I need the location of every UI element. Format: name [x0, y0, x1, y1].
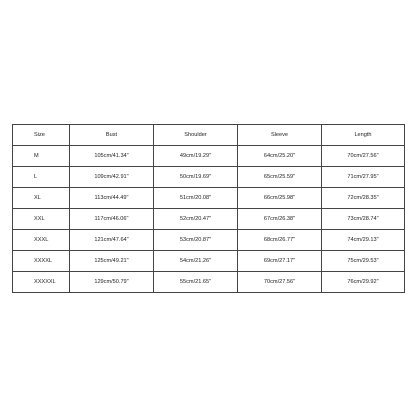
- header-size: Size: [13, 125, 70, 146]
- table-row: [13, 146, 405, 167]
- length-cell: 71cm/27.95": [322, 167, 405, 188]
- sleeve-cell: 66cm/25.98": [238, 188, 322, 209]
- shoulder-cell: 52cm/20.47": [154, 209, 238, 230]
- shoulder-cell: 50cm/19.69": [154, 167, 238, 188]
- size-chart-table: [12, 124, 405, 293]
- table-row: [13, 272, 405, 293]
- bust-cell: 109cm/42.91": [70, 167, 154, 188]
- shoulder-cell: 49cm/19.29": [154, 146, 238, 167]
- size-cell: XXXXL: [13, 251, 70, 272]
- sleeve-cell: 70cm/27.56": [238, 272, 322, 293]
- header-shoulder: Shoulder: [154, 125, 238, 146]
- length-cell: 72cm/28.35": [322, 188, 405, 209]
- header-bust: Bust: [70, 125, 154, 146]
- sleeve-cell: 68cm/26.77": [238, 230, 322, 251]
- sleeve-cell: 65cm/25.59": [238, 167, 322, 188]
- sleeve-cell: 67cm/26.38": [238, 209, 322, 230]
- shoulder-cell: 55cm/21.65": [154, 272, 238, 293]
- shoulder-cell: 53cm/20.87": [154, 230, 238, 251]
- bust-cell: 117cm/46.06": [70, 209, 154, 230]
- bust-cell: 105cm/41.34": [70, 146, 154, 167]
- size-cell: M: [13, 146, 70, 167]
- length-cell: 75cm/29.53": [322, 251, 405, 272]
- sleeve-cell: 69cm/27.17": [238, 251, 322, 272]
- table-row: [13, 209, 405, 230]
- table-row: [13, 188, 405, 209]
- table-row: [13, 251, 405, 272]
- length-cell: 73cm/28.74": [322, 209, 405, 230]
- shoulder-cell: 54cm/21.26": [154, 251, 238, 272]
- length-cell: 74cm/29.13": [322, 230, 405, 251]
- size-cell: XXXL: [13, 230, 70, 251]
- bust-cell: 113cm/44.49": [70, 188, 154, 209]
- header-row: [13, 125, 405, 146]
- table-row: [13, 230, 405, 251]
- length-cell: 76cm/29.92": [322, 272, 405, 293]
- shoulder-cell: 51cm/20.08": [154, 188, 238, 209]
- size-cell: XXL: [13, 209, 70, 230]
- size-cell: L: [13, 167, 70, 188]
- size-cell: XL: [13, 188, 70, 209]
- table-row: [13, 167, 405, 188]
- bust-cell: 129cm/50.79": [70, 272, 154, 293]
- size-cell: XXXXXL: [13, 272, 70, 293]
- length-cell: 70cm/27.56": [322, 146, 405, 167]
- header-length: Length: [322, 125, 405, 146]
- bust-cell: 121cm/47.64": [70, 230, 154, 251]
- bust-cell: 125cm/49.21": [70, 251, 154, 272]
- header-sleeve: Sleeve: [238, 125, 322, 146]
- sleeve-cell: 64cm/25.20": [238, 146, 322, 167]
